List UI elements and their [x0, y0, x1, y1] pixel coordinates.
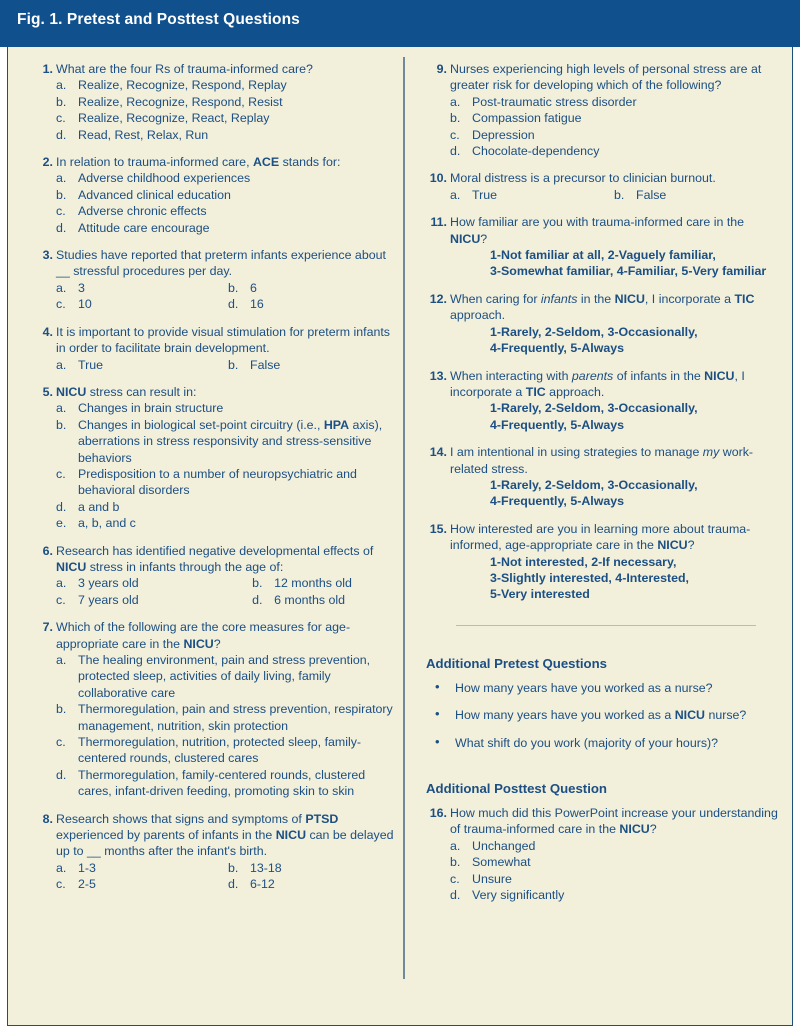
answer-option-letter: a. [56, 653, 67, 667]
bullet-dot-icon: • [435, 733, 440, 749]
answer-option-letter: d. [56, 767, 67, 782]
answer-option[interactable] [56, 220, 400, 236]
question-text: When caring for infants in the NICU, I incorporate a TIC approach. [450, 291, 755, 323]
answer-option[interactable] [56, 77, 400, 93]
answer-option[interactable] [56, 860, 228, 876]
bullet-dot-icon: • [435, 678, 440, 694]
question-item [32, 543, 400, 609]
additional-posttest-list [426, 805, 778, 903]
answer-option-letter: a. [56, 860, 67, 875]
answer-option[interactable] [228, 280, 400, 296]
answer-option[interactable] [450, 887, 778, 903]
answer-option-text: 16 [250, 297, 264, 312]
figure-header-bar [0, 0, 800, 47]
answer-option[interactable] [252, 575, 400, 591]
left-column [32, 61, 400, 904]
question-text: It is important to provide visual stimulation for preterm infants in order to facilitate brain development. [56, 324, 390, 356]
likert-scale-legend [450, 477, 778, 510]
question-item [426, 61, 778, 159]
answer-option-text: Thermoregulation, family-centered rounds, clustered cares, infant-driven feeding, promoting skin to skin [78, 767, 366, 799]
answer-option[interactable] [56, 400, 400, 416]
question-text: Nurses experiencing high levels of personal stress are at greater risk for developing which of the following? [450, 62, 762, 93]
question-number: 15. [429, 521, 447, 536]
question-number: 8. [42, 811, 53, 826]
answer-option-list [56, 400, 400, 531]
answer-option-letter: c. [450, 127, 460, 142]
answer-option[interactable] [56, 515, 400, 531]
answer-option[interactable] [450, 127, 778, 143]
answer-option-text: False [250, 357, 281, 372]
question-item [426, 368, 778, 434]
question-item [32, 811, 400, 893]
question-text: Moral distress is a precursor to clinician burnout. [450, 171, 716, 186]
answer-option-text: 6 months old [274, 592, 346, 607]
likert-scale-line: 1-Not familiar at all, 2-Vaguely familiar, [490, 248, 716, 263]
question-text: When interacting with parents of infants in the NICU, I incorporate a TIC approach. [450, 368, 745, 399]
answer-option[interactable] [56, 734, 400, 767]
answer-option[interactable] [56, 876, 228, 892]
answer-option-letter: b. [450, 855, 461, 870]
answer-option-letter: c. [56, 466, 66, 481]
answer-option-text: Thermoregulation, nutrition, protected sleep, family-centered rounds, clustered cares [78, 735, 362, 766]
answer-option-text: Chocolate-dependency [472, 144, 600, 159]
answer-option-letter: b. [56, 94, 67, 109]
answer-option-list [56, 652, 400, 800]
answer-option-letter: a. [56, 171, 67, 186]
answer-option[interactable] [56, 280, 228, 296]
question-item [32, 384, 400, 532]
question-item [32, 247, 400, 313]
question-text: Research has identified negative developmental effects of NICU stress in infants through the age of: [56, 543, 374, 574]
bullet-item-text: How many years have you worked as a NICU nurse? [455, 708, 747, 723]
answer-option[interactable] [450, 143, 778, 159]
answer-option-list [56, 170, 400, 236]
likert-scale-line: 3-Somewhat familiar, 4-Familiar, 5-Very familiar [490, 264, 767, 279]
answer-option-letter: c. [56, 111, 66, 126]
answer-option-letter: d. [228, 297, 239, 312]
question-item [32, 324, 400, 373]
answer-option[interactable] [450, 871, 778, 887]
answer-option-letter: d. [56, 127, 67, 142]
answer-option-list [56, 280, 400, 313]
answer-option-text: Changes in brain structure [78, 401, 224, 416]
answer-option[interactable] [56, 296, 228, 312]
question-number: 5. [42, 384, 53, 399]
answer-option-list [450, 838, 778, 904]
question-item [426, 444, 778, 510]
question-number: 13. [429, 368, 447, 383]
answer-option[interactable] [56, 575, 252, 591]
answer-option[interactable] [56, 110, 400, 126]
answer-option-text: Very significantly [472, 888, 565, 903]
answer-option-text: 6-12 [250, 877, 275, 892]
answer-option-letter: b. [252, 576, 263, 591]
question-text: NICU stress can result in: [56, 384, 197, 399]
question-item [32, 619, 400, 799]
answer-option-text: Post-traumatic stress disorder [472, 94, 637, 109]
answer-option-letter: b. [228, 357, 239, 372]
left-question-list [32, 61, 400, 893]
answer-option[interactable] [56, 592, 252, 608]
likert-scale-line: 4-Frequently, 5-Always [490, 341, 625, 356]
answer-option-letter: a. [56, 357, 67, 372]
answer-option-letter: b. [56, 417, 67, 432]
question-number: 9. [436, 62, 447, 76]
answer-option-letter: a. [56, 78, 67, 93]
answer-option-text: Somewhat [472, 855, 531, 870]
bullet-item-text: How many years have you worked as a nurse? [455, 680, 713, 695]
right-column [426, 61, 778, 914]
answer-option-text: Depression [472, 127, 535, 142]
answer-option-text: Unchanged [472, 838, 536, 853]
answer-option-letter: a. [56, 401, 67, 416]
answer-option-list [450, 187, 778, 203]
question-item [426, 214, 778, 280]
question-item [426, 805, 778, 903]
answer-option-text: Realize, Recognize, Respond, Replay [78, 78, 287, 93]
answer-option-text: a, b, and c [78, 516, 136, 531]
question-number: 11. [430, 215, 447, 230]
question-number: 3. [42, 248, 53, 263]
answer-option-letter: d. [56, 220, 67, 235]
answer-option[interactable] [56, 94, 400, 110]
question-text: How much did this PowerPoint increase your understanding of trauma-informed care in the NICU? [450, 806, 778, 837]
likert-scale-legend [450, 554, 778, 603]
answer-option[interactable] [228, 296, 400, 312]
answer-option-text: The healing environment, pain and stress prevention, protected sleep, activities of daily living, family collaborative care [78, 653, 371, 700]
answer-option-list [56, 357, 400, 373]
answer-option-text: 12 months old [274, 576, 352, 591]
answer-option-letter: b. [228, 280, 239, 295]
answer-option-text: 6 [250, 280, 257, 295]
question-number: 1. [42, 62, 53, 76]
answer-option-text: 13-18 [250, 860, 282, 875]
answer-option-text: Compassion fatigue [472, 111, 582, 126]
figure-title: Fig. 1. Pretest and Posttest Questions [17, 11, 300, 28]
answer-option-list [56, 575, 400, 608]
answer-option-text: 3 [78, 280, 85, 295]
likert-scale-line: 4-Frequently, 5-Always [490, 494, 625, 509]
question-number: 4. [42, 324, 53, 339]
answer-option-letter: a. [56, 576, 67, 591]
answer-option-letter: c. [56, 297, 66, 312]
answer-option-letter: d. [228, 877, 239, 892]
answer-option[interactable] [228, 357, 400, 373]
additional-pretest-heading: Additional Pretest Questions [426, 655, 607, 671]
answer-option-letter: c. [56, 592, 66, 607]
answer-option[interactable] [56, 203, 400, 219]
answer-option-text: Attitude care encourage [78, 220, 210, 235]
answer-option-text: 1-3 [78, 860, 96, 875]
question-text: How interested are you in learning more about trauma-informed, age-appropriate care in the NICU? [450, 521, 751, 553]
bullet-list-item [426, 680, 778, 696]
likert-scale-line: 5-Very interested [490, 587, 590, 602]
right-question-list [426, 61, 778, 603]
answer-option-text: 10 [78, 297, 92, 312]
question-number: 7. [42, 620, 53, 635]
answer-option-text: Predisposition to a number of neuropsychiatric and behavioral disorders [78, 466, 357, 498]
answer-option-letter: d. [252, 592, 263, 607]
question-text: In relation to trauma-informed care, ACE stands for: [56, 155, 341, 170]
answer-option-text: Unsure [472, 871, 512, 886]
question-text: Research shows that signs and symptoms of PTSD experienced by parents of infants in the NICU can be delayed up to __ months after the infant's birth. [56, 811, 394, 859]
answer-option-letter: c. [450, 871, 460, 886]
answer-option[interactable] [56, 499, 400, 515]
answer-option-letter: a. [450, 187, 461, 202]
question-text: Studies have reported that preterm infants experience about __ stressful procedures per day. [56, 248, 386, 279]
question-text: How familiar are you with trauma-informed care in the NICU? [450, 215, 745, 246]
answer-option-letter: b. [228, 860, 239, 875]
question-text: Which of the following are the core measures for age-appropriate care in the NICU? [56, 620, 351, 651]
answer-option[interactable] [228, 860, 400, 876]
answer-option[interactable] [56, 652, 400, 701]
question-item [426, 170, 778, 203]
question-item [32, 154, 400, 236]
answer-option-text: 2-5 [78, 877, 96, 892]
answer-option-list [450, 94, 778, 160]
answer-option-letter: b. [56, 187, 67, 202]
answer-option-letter: d. [450, 144, 461, 159]
answer-option[interactable] [56, 127, 400, 143]
likert-scale-line: 1-Rarely, 2-Seldom, 3-Occasionally, [490, 324, 698, 339]
answer-option-text: Thermoregulation, pain and stress prevention, respiratory management, nutrition, skin protection [78, 702, 393, 733]
answer-option-letter: d. [450, 888, 461, 903]
answer-option[interactable] [614, 187, 778, 203]
additional-posttest-heading: Additional Posttest Question [426, 781, 607, 796]
answer-option[interactable] [450, 854, 778, 870]
answer-option-letter: a. [450, 94, 461, 109]
answer-option-list [56, 77, 400, 143]
answer-option-letter: c. [56, 877, 66, 892]
answer-option-text: Read, Rest, Relax, Run [78, 127, 209, 142]
two-column-layout [8, 47, 793, 1026]
question-text: What are the four Rs of trauma-informed care? [56, 62, 313, 76]
answer-option-text: Adverse chronic effects [78, 204, 207, 219]
answer-option-letter: c. [56, 204, 66, 219]
answer-option-text: Adverse childhood experiences [78, 171, 251, 186]
answer-option[interactable] [450, 187, 614, 203]
answer-option-text: Advanced clinical education [78, 187, 231, 202]
answer-option[interactable] [56, 357, 228, 373]
likert-scale-legend [450, 324, 778, 357]
bullet-item-text: What shift do you work (majority of your hours)? [455, 735, 719, 750]
bullet-list-item [426, 735, 778, 751]
question-number: 6. [42, 543, 53, 558]
answer-option[interactable] [252, 592, 400, 608]
answer-option[interactable] [450, 110, 778, 126]
answer-option[interactable] [56, 170, 400, 186]
answer-option-letter: c. [56, 735, 66, 750]
likert-scale-line: 1-Rarely, 2-Seldom, 3-Occasionally, [490, 401, 698, 416]
likert-scale-legend [450, 247, 778, 280]
question-number: 12. [429, 291, 447, 306]
section-separator-rule [456, 625, 756, 626]
answer-option-text: False [636, 187, 667, 202]
answer-option-letter: e. [56, 516, 67, 531]
answer-option-text: a and b [78, 499, 120, 514]
question-item [426, 521, 778, 603]
likert-scale-line: 1-Not interested, 2-If necessary, [490, 554, 677, 569]
answer-option[interactable] [56, 187, 400, 203]
likert-scale-legend [450, 400, 778, 433]
likert-scale-line: 1-Rarely, 2-Seldom, 3-Occasionally, [490, 477, 698, 492]
answer-option-text: True [472, 187, 498, 202]
answer-option-letter: b. [450, 111, 461, 126]
additional-pretest-list [426, 680, 778, 751]
question-number: 16. [429, 806, 447, 820]
bullet-list-item [426, 707, 778, 723]
answer-option-letter: a. [56, 280, 67, 295]
answer-option-text: Changes in biological set-point circuitry (i.e., HPA axis), aberrations in stress responsivity and stress-sensitive behaviors [78, 417, 383, 465]
answer-option[interactable] [450, 94, 778, 110]
likert-scale-line: 3-Slightly interested, 4-Interested, [490, 570, 689, 585]
question-item [32, 61, 400, 143]
answer-option[interactable] [56, 466, 400, 499]
answer-option[interactable] [228, 876, 400, 892]
likert-scale-line: 4-Frequently, 5-Always [490, 417, 625, 432]
answer-option-letter: d. [56, 499, 67, 514]
answer-option[interactable] [56, 417, 400, 466]
figure-content-panel [7, 47, 793, 1026]
answer-option-text: Realize, Recognize, React, Replay [78, 111, 270, 126]
question-number: 2. [42, 155, 53, 170]
answer-option-text: 3 years old [78, 576, 139, 591]
question-item [426, 291, 778, 357]
column-divider [403, 57, 405, 979]
question-text: I am intentional in using strategies to manage my work-related stress. [450, 445, 754, 476]
question-number: 14. [429, 445, 447, 460]
answer-option-list [56, 860, 400, 893]
answer-option[interactable] [450, 838, 778, 854]
answer-option-text: 7 years old [78, 592, 139, 607]
answer-option[interactable] [56, 701, 400, 734]
answer-option-text: True [78, 357, 104, 372]
answer-option-letter: b. [56, 702, 67, 717]
answer-option-text: Realize, Recognize, Respond, Resist [78, 94, 283, 109]
bullet-dot-icon: • [435, 706, 440, 722]
answer-option[interactable] [56, 767, 400, 800]
question-number: 10. [429, 171, 447, 186]
answer-option-letter: a. [450, 838, 461, 853]
answer-option-letter: b. [614, 187, 625, 202]
